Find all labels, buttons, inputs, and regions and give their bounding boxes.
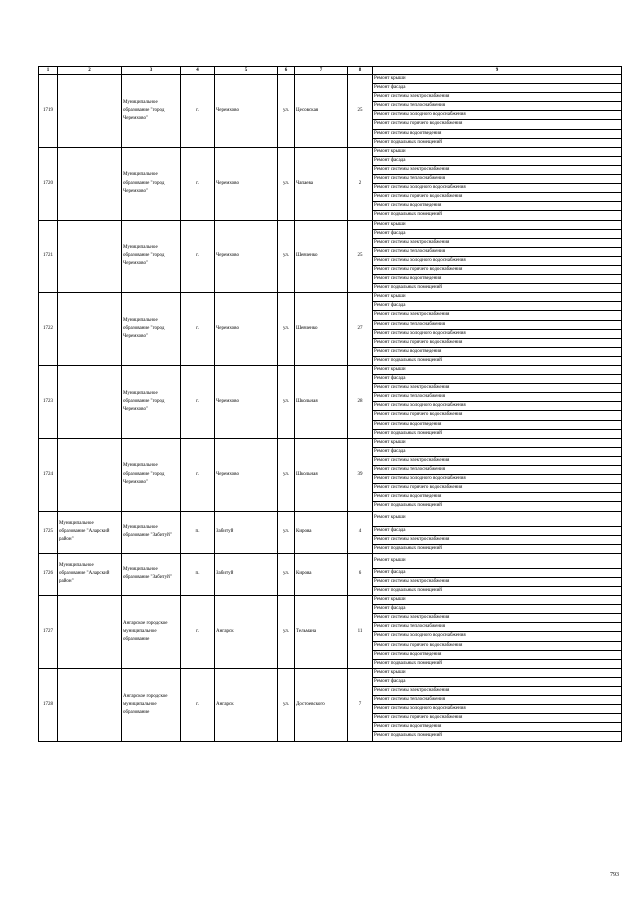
house-number-cell: 7 — [348, 668, 373, 741]
settlement-cell: Черемхово — [215, 220, 278, 293]
work-type-cell: Ремонт фасада — [373, 302, 622, 311]
work-type-cell: Ремонт системы горячего водоснабжения — [373, 265, 622, 274]
settlement-cell: Черемхово — [215, 438, 278, 511]
table-row — [39, 220, 622, 229]
settlement-type-cell: п. — [181, 511, 215, 553]
work-type-cell: Ремонт системы горячего водоснабжения — [373, 338, 622, 347]
work-type-cell: Ремонт системы водоотведения — [373, 202, 622, 211]
work-type-cell: Ремонт крыши — [373, 366, 622, 375]
work-type-cell: Ремонт крыши — [373, 438, 622, 447]
table-row — [39, 511, 622, 526]
house-number-cell: 28 — [348, 366, 373, 439]
work-type-cell: Ремонт системы электроснабжения — [373, 238, 622, 247]
district-cell — [58, 366, 122, 439]
column-header: 1 — [39, 67, 58, 75]
street-cell: Тельмана — [295, 596, 348, 669]
table-row — [39, 553, 622, 568]
municipality-cell: Муниципальное образование "город Черемхово" — [122, 366, 181, 439]
house-number-cell: 27 — [348, 293, 373, 366]
district-cell — [58, 596, 122, 669]
work-type-cell: Ремонт системы холодного водоснабжения — [373, 705, 622, 714]
settlement-type-cell: г. — [181, 438, 215, 511]
work-type-cell: Ремонт системы водоотведения — [373, 723, 622, 732]
work-type-cell: Ремонт системы водоотведения — [373, 493, 622, 502]
work-type-cell: Ремонт крыши — [373, 596, 622, 605]
work-type-cell: Ремонт подвальных помещений — [373, 284, 622, 293]
table-row — [39, 75, 622, 84]
work-type-cell: Ремонт системы горячего водоснабжения — [373, 484, 622, 493]
street-type-cell: ул. — [278, 553, 295, 595]
settlement-type-cell: г. — [181, 220, 215, 293]
settlement-type-cell: г. — [181, 366, 215, 439]
street-type-cell: ул. — [278, 75, 295, 148]
street-cell: Шевченко — [295, 293, 348, 366]
work-type-cell: Ремонт системы холодного водоснабжения — [373, 184, 622, 193]
district-cell — [58, 438, 122, 511]
work-type-cell: Ремонт фасада — [373, 568, 622, 577]
street-type-cell: ул. — [278, 147, 295, 220]
settlement-cell: Черемхово — [215, 293, 278, 366]
work-type-cell: Ремонт системы электроснабжения — [373, 456, 622, 465]
street-type-cell: ул. — [278, 366, 295, 439]
column-header: 2 — [58, 67, 122, 75]
work-type-cell: Ремонт системы электроснабжения — [373, 311, 622, 320]
column-header: 8 — [348, 67, 373, 75]
district-cell: Муниципальное образование "Аларский район" — [58, 553, 122, 595]
column-header: 3 — [122, 67, 181, 75]
work-type-cell: Ремонт системы электроснабжения — [373, 535, 622, 544]
municipality-cell: Муниципальное образование "Забитуй" — [122, 553, 181, 595]
work-type-cell: Ремонт системы холодного водоснабжения — [373, 111, 622, 120]
municipality-cell: Муниципальное образование "Забитуй" — [122, 511, 181, 553]
work-type-cell: Ремонт системы теплоснабжения — [373, 247, 622, 256]
settlement-type-cell: г. — [181, 668, 215, 741]
settlement-cell: Ангарск — [215, 668, 278, 741]
street-type-cell: ул. — [278, 220, 295, 293]
work-type-cell: Ремонт крыши — [373, 220, 622, 229]
district-cell — [58, 293, 122, 366]
column-header: 9 — [373, 67, 622, 75]
work-type-cell: Ремонт системы водоотведения — [373, 650, 622, 659]
district-cell — [58, 75, 122, 148]
street-cell: Кирова — [295, 553, 348, 595]
work-type-cell: Ремонт системы водоотведения — [373, 275, 622, 284]
work-type-cell: Ремонт крыши — [373, 147, 622, 156]
street-type-cell: ул. — [278, 293, 295, 366]
street-type-cell: ул. — [278, 668, 295, 741]
municipality-cell: Муниципальное образование "город Черемхово" — [122, 438, 181, 511]
municipality-cell: Ангарское городское муниципальное образование — [122, 668, 181, 741]
work-type-cell: Ремонт системы электроснабжения — [373, 165, 622, 174]
record-number: 1726 — [39, 553, 58, 595]
work-type-cell: Ремонт фасада — [373, 677, 622, 686]
work-type-cell: Ремонт системы электроснабжения — [373, 577, 622, 586]
header-row — [39, 67, 622, 75]
district-cell — [58, 668, 122, 741]
work-type-cell: Ремонт системы электроснабжения — [373, 687, 622, 696]
district-cell — [58, 147, 122, 220]
settlement-cell: Черемхово — [215, 75, 278, 148]
street-cell: Кирова — [295, 511, 348, 553]
table-row — [39, 438, 622, 447]
work-type-cell: Ремонт фасада — [373, 229, 622, 238]
district-cell — [58, 220, 122, 293]
work-type-cell: Ремонт системы теплоснабжения — [373, 320, 622, 329]
work-type-cell: Ремонт крыши — [373, 668, 622, 677]
record-number: 1721 — [39, 220, 58, 293]
work-type-cell: Ремонт подвальных помещений — [373, 586, 622, 595]
settlement-cell: Забитуй — [215, 511, 278, 553]
work-type-cell: Ремонт системы холодного водоснабжения — [373, 632, 622, 641]
work-type-cell: Ремонт фасада — [373, 375, 622, 384]
column-header: 4 — [181, 67, 215, 75]
house-number-cell: 6 — [348, 553, 373, 595]
house-number-cell: 11 — [348, 596, 373, 669]
work-type-cell: Ремонт системы электроснабжения — [373, 93, 622, 102]
record-number: 1719 — [39, 75, 58, 148]
work-type-cell: Ремонт системы горячего водоснабжения — [373, 411, 622, 420]
street-cell: Достоевского — [295, 668, 348, 741]
street-cell: Школьная — [295, 366, 348, 439]
house-number-cell: 39 — [348, 438, 373, 511]
column-header: 6 — [278, 67, 295, 75]
column-header: 7 — [295, 67, 348, 75]
work-type-cell: Ремонт подвальных помещений — [373, 502, 622, 511]
municipality-cell: Муниципальное образование "город Черемхово" — [122, 147, 181, 220]
work-type-cell: Ремонт системы холодного водоснабжения — [373, 475, 622, 484]
work-type-cell: Ремонт подвальных помещений — [373, 211, 622, 220]
work-type-cell: Ремонт системы теплоснабжения — [373, 623, 622, 632]
work-type-cell: Ремонт крыши — [373, 75, 622, 84]
work-type-cell: Ремонт системы электроснабжения — [373, 384, 622, 393]
district-cell: Муниципальное образование "Аларский район" — [58, 511, 122, 553]
work-type-cell: Ремонт подвальных помещений — [373, 429, 622, 438]
settlement-cell: Черемхово — [215, 147, 278, 220]
work-type-cell: Ремонт системы водоотведения — [373, 129, 622, 138]
table-row — [39, 668, 622, 677]
repair-register-table — [38, 66, 622, 742]
house-number-cell: 2 — [348, 147, 373, 220]
record-number: 1722 — [39, 293, 58, 366]
street-type-cell: ул. — [278, 511, 295, 553]
work-type-cell: Ремонт крыши — [373, 553, 622, 568]
work-type-cell: Ремонт системы теплоснабжения — [373, 393, 622, 402]
street-cell: Цесовская — [295, 75, 348, 148]
work-type-cell: Ремонт крыши — [373, 293, 622, 302]
work-type-cell: Ремонт фасада — [373, 526, 622, 535]
work-type-cell: Ремонт подвальных помещений — [373, 732, 622, 741]
work-type-cell: Ремонт системы горячего водоснабжения — [373, 193, 622, 202]
table-body — [39, 75, 622, 742]
street-cell: Школьная — [295, 438, 348, 511]
table-row — [39, 366, 622, 375]
street-type-cell: ул. — [278, 438, 295, 511]
settlement-cell: Ангарск — [215, 596, 278, 669]
work-type-cell: Ремонт системы горячего водоснабжения — [373, 120, 622, 129]
settlement-type-cell: п. — [181, 553, 215, 595]
settlement-cell: Забитуй — [215, 553, 278, 595]
record-number: 1723 — [39, 366, 58, 439]
work-type-cell: Ремонт системы холодного водоснабжения — [373, 329, 622, 338]
work-type-cell: Ремонт системы теплоснабжения — [373, 466, 622, 475]
settlement-cell: Черемхово — [215, 366, 278, 439]
work-type-cell: Ремонт системы водоотведения — [373, 420, 622, 429]
work-type-cell: Ремонт системы горячего водоснабжения — [373, 641, 622, 650]
settlement-type-cell: г. — [181, 147, 215, 220]
work-type-cell: Ремонт системы теплоснабжения — [373, 696, 622, 705]
record-number: 1724 — [39, 438, 58, 511]
record-number: 1725 — [39, 511, 58, 553]
work-type-cell: Ремонт подвальных помещений — [373, 659, 622, 668]
municipality-cell: Муниципальное образование "город Черемхово" — [122, 293, 181, 366]
record-number: 1720 — [39, 147, 58, 220]
work-type-cell: Ремонт фасада — [373, 84, 622, 93]
municipality-cell: Муниципальное образование "город Черемхово" — [122, 220, 181, 293]
work-type-cell: Ремонт системы горячего водоснабжения — [373, 714, 622, 723]
settlement-type-cell: г. — [181, 75, 215, 148]
record-number: 1728 — [39, 668, 58, 741]
house-number-cell: 25 — [348, 75, 373, 148]
table-row — [39, 293, 622, 302]
work-type-cell: Ремонт системы холодного водоснабжения — [373, 402, 622, 411]
page-number: 793 — [610, 872, 619, 878]
work-type-cell: Ремонт фасада — [373, 447, 622, 456]
work-type-cell: Ремонт системы теплоснабжения — [373, 102, 622, 111]
work-type-cell: Ремонт системы водоотведения — [373, 347, 622, 356]
municipality-cell: Муниципальное образование "город Черемхово" — [122, 75, 181, 148]
house-number-cell: 4 — [348, 511, 373, 553]
record-number: 1727 — [39, 596, 58, 669]
work-type-cell: Ремонт подвальных помещений — [373, 138, 622, 147]
table-row — [39, 147, 622, 156]
work-type-cell: Ремонт системы теплоснабжения — [373, 175, 622, 184]
municipality-cell: Ангарское городское муниципальное образование — [122, 596, 181, 669]
work-type-cell: Ремонт системы электроснабжения — [373, 614, 622, 623]
work-type-cell: Ремонт подвальных помещений — [373, 356, 622, 365]
table-row — [39, 596, 622, 605]
house-number-cell: 25 — [348, 220, 373, 293]
work-type-cell: Ремонт фасада — [373, 605, 622, 614]
street-cell: Шевченко — [295, 220, 348, 293]
column-header: 5 — [215, 67, 278, 75]
street-cell: Чапаева — [295, 147, 348, 220]
work-type-cell: Ремонт подвальных помещений — [373, 544, 622, 553]
settlement-type-cell: г. — [181, 596, 215, 669]
work-type-cell: Ремонт фасада — [373, 156, 622, 165]
work-type-cell: Ремонт крыши — [373, 511, 622, 526]
settlement-type-cell: г. — [181, 293, 215, 366]
work-type-cell: Ремонт системы холодного водоснабжения — [373, 256, 622, 265]
street-type-cell: ул. — [278, 596, 295, 669]
